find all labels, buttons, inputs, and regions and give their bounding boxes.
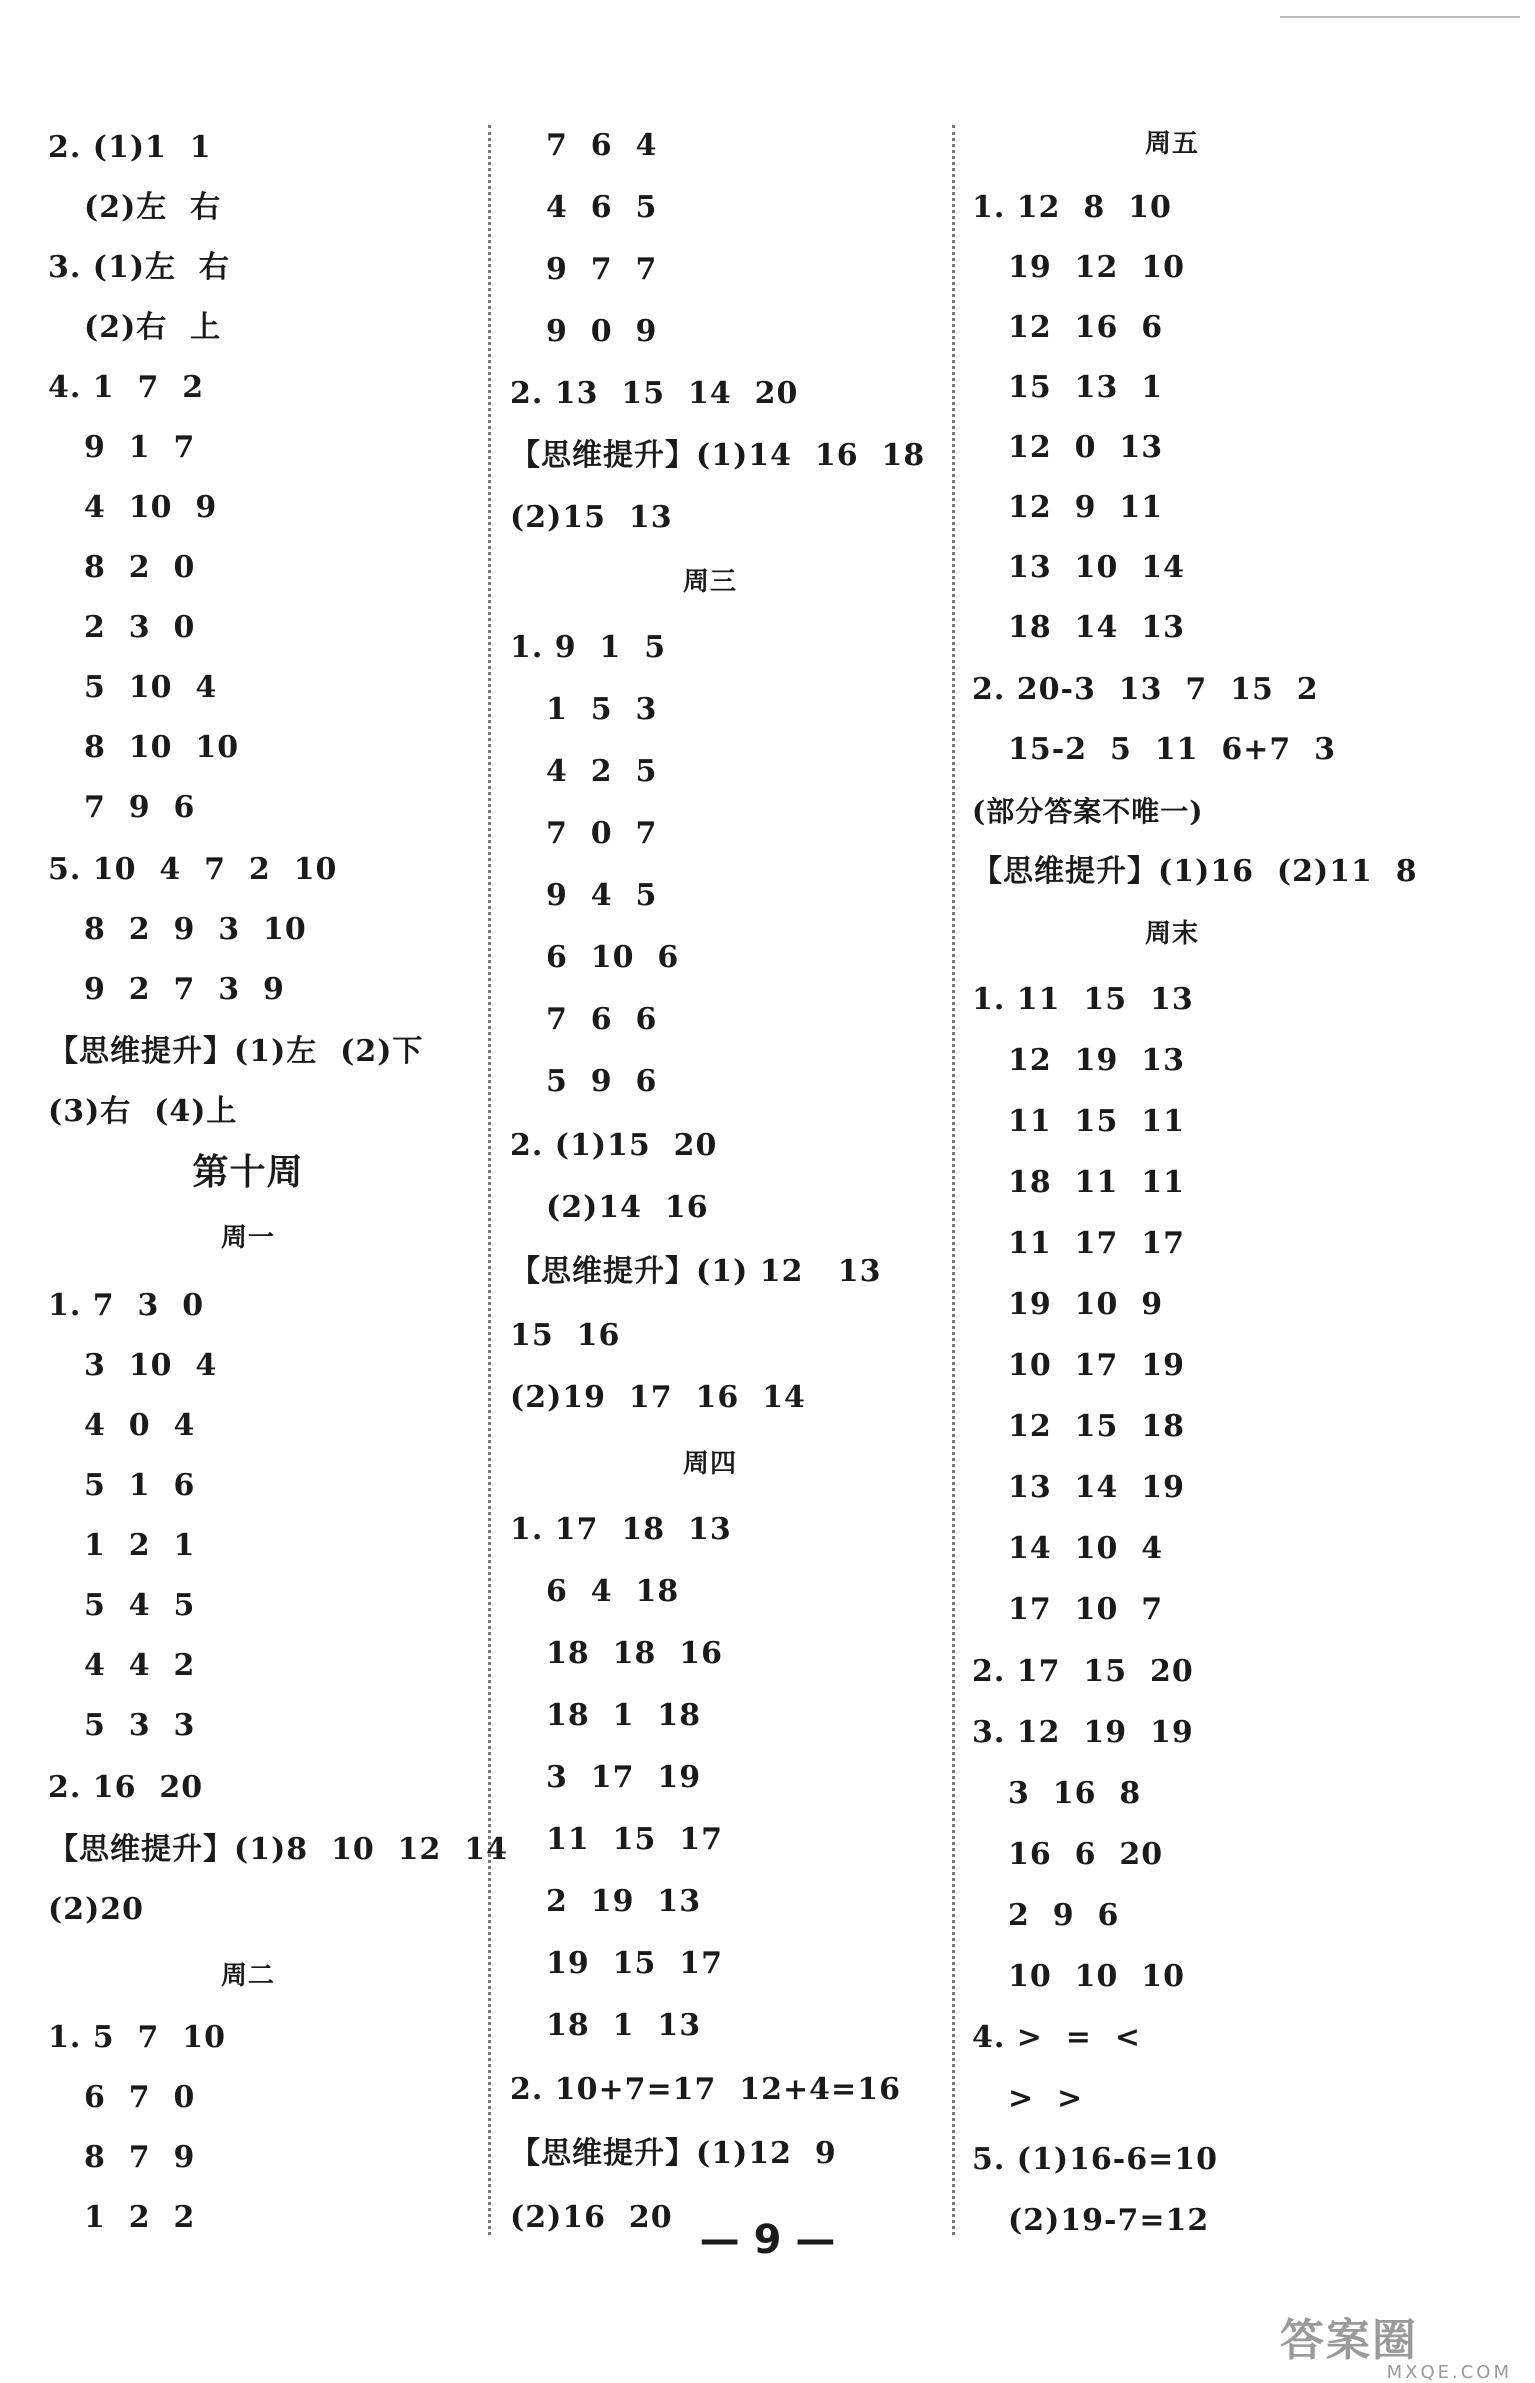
answer-line: 4 6 5	[546, 190, 658, 225]
answer-line: 2. 16 20	[48, 1770, 204, 1805]
day-heading: 周二	[220, 1961, 275, 1991]
answer-line: 9 0 9	[546, 314, 658, 349]
answer-line: (2)15 13	[510, 500, 673, 535]
answer-line: 2. 13 15 14 20	[510, 376, 799, 411]
answer-line: 2. (1)1 1	[48, 130, 212, 165]
answer-line: (2)19-7=12	[1008, 2203, 1210, 2238]
column-divider-right	[952, 125, 955, 2235]
answer-line: 15 16	[510, 1318, 621, 1353]
answer-line: 18 18 16	[546, 1636, 724, 1671]
answer-line: 4 0 4	[84, 1408, 196, 1443]
answer-note: (部分答案不唯一)	[972, 795, 1204, 828]
answer-line: 16 6 20	[1008, 1837, 1164, 1872]
answer-line: 4. > = <	[972, 2020, 1141, 2055]
answer-line: (2)左 右	[84, 190, 222, 225]
day-heading: 周三	[682, 567, 737, 597]
answer-line: 3 10 4	[84, 1348, 218, 1383]
answer-line: 7 6 4	[546, 128, 658, 163]
answer-line: 9 7 7	[546, 252, 658, 287]
answer-line: 4 2 5	[546, 754, 658, 789]
answer-line: 18 11 11	[1008, 1165, 1186, 1200]
answer-line: 10 10 10	[1008, 1959, 1186, 1994]
answer-line: 13 14 19	[1008, 1470, 1186, 1505]
answer-line: 8 7 9	[84, 2140, 196, 2175]
answer-line: 7 9 6	[84, 790, 196, 825]
answer-line: 3 17 19	[546, 1760, 702, 1795]
thinking-improvement-line: 【思维提升】(1) 12 13	[510, 1254, 882, 1289]
answer-line: 14 10 4	[1008, 1531, 1164, 1566]
answer-line: 18 1 18	[546, 1698, 702, 1733]
answer-line: 8 2 0	[84, 550, 196, 585]
answer-line: 8 10 10	[84, 730, 240, 765]
answer-line: 11 15 11	[1008, 1104, 1186, 1139]
answer-line: 9 1 7	[84, 430, 196, 465]
answer-line: 5. 10 4 7 2 10	[48, 852, 338, 887]
answer-line: 8 2 9 3 10	[84, 912, 307, 947]
answer-line: 18 1 13	[546, 2008, 702, 2043]
answer-line: 5. (1)16-6=10	[972, 2142, 1218, 2177]
answer-line: 1. 17 18 13	[510, 1512, 732, 1547]
top-rule	[1280, 16, 1520, 18]
answer-line: 12 16 6	[1008, 310, 1164, 345]
day-heading: 周五	[1144, 129, 1199, 159]
answer-line: 4. 1 7 2	[48, 370, 205, 405]
day-heading: 周一	[220, 1223, 275, 1253]
answer-line: 12 19 13	[1008, 1043, 1186, 1078]
day-heading: 周末	[1144, 919, 1199, 949]
answer-line: 19 15 17	[546, 1946, 724, 1981]
answer-line: 9 4 5	[546, 878, 658, 913]
answer-line: 5 9 6	[546, 1064, 658, 1099]
answer-line: 10 17 19	[1008, 1348, 1186, 1383]
answer-line: 7 0 7	[546, 816, 658, 851]
answer-line: 1. 9 1 5	[510, 630, 667, 665]
answer-line: 18 14 13	[1008, 610, 1186, 645]
answer-line: (2)14 16	[546, 1190, 709, 1225]
answer-line: (2)20	[48, 1892, 145, 1927]
page-number: — 9 —	[699, 2217, 836, 2263]
answer-line: 6 10 6	[546, 940, 680, 975]
answer-line: 6 4 18	[546, 1574, 680, 1609]
answer-line: (2)右 上	[84, 310, 222, 345]
answer-line: 1. 11 15 13	[972, 982, 1194, 1017]
answer-line: 12 15 18	[1008, 1409, 1186, 1444]
answer-line: 6 7 0	[84, 2080, 196, 2115]
answer-line: 5 10 4	[84, 670, 218, 705]
answer-line: > >	[1008, 2081, 1084, 2116]
answer-line: 7 6 6	[546, 1002, 658, 1037]
answer-line: 2. (1)15 20	[510, 1128, 718, 1163]
thinking-improvement-line: 【思维提升】(1)14 16 18	[510, 438, 926, 473]
answer-line: 1 5 3	[546, 692, 658, 727]
answer-line: 19 10 9	[1008, 1287, 1164, 1322]
answer-line: 5 4 5	[84, 1588, 196, 1623]
answer-line: (2)16 20	[510, 2200, 673, 2235]
answer-line: 19 12 10	[1008, 250, 1186, 285]
answer-line: 4 10 9	[84, 490, 218, 525]
answer-line: 2 19 13	[546, 1884, 702, 1919]
answer-line: 2. 20-3 13 7 15 2	[972, 672, 1319, 707]
thinking-improvement-line: 【思维提升】(1)16 (2)11 8	[972, 854, 1418, 889]
answer-line: 2 3 0	[84, 610, 196, 645]
answer-line: 2. 10+7=17 12+4=16	[510, 2072, 901, 2107]
answer-line: 1. 12 8 10	[972, 190, 1172, 225]
answer-line: (3)右 (4)上	[48, 1094, 238, 1129]
answer-line: 2. 17 15 20	[972, 1654, 1194, 1689]
answer-line: 1 2 2	[84, 2200, 196, 2235]
answer-line: 17 10 7	[1008, 1592, 1164, 1627]
answer-line: 13 10 14	[1008, 550, 1186, 585]
answer-line: 5 3 3	[84, 1708, 196, 1743]
answer-line: 15-2 5 11 6+7 3	[1008, 732, 1337, 767]
answer-line: 9 2 7 3 9	[84, 972, 285, 1007]
thinking-improvement-line: 【思维提升】(1)左 (2)下	[48, 1034, 424, 1069]
watermark-logo-text: 答案圈	[1280, 2315, 1418, 2366]
week-heading: 第十周	[192, 1151, 304, 1193]
answer-line: 2 9 6	[1008, 1898, 1120, 1933]
answer-line: 1. 7 3 0	[48, 1288, 205, 1323]
answer-line: 1. 5 7 10	[48, 2020, 227, 2055]
answer-line: 5 1 6	[84, 1468, 196, 1503]
answer-line: 4 4 2	[84, 1648, 196, 1683]
answer-line: 12 9 11	[1008, 490, 1164, 525]
answer-line: 11 15 17	[546, 1822, 724, 1857]
answer-line: 3. (1)左 右	[48, 250, 230, 285]
watermark-url: MXQE.COM	[1386, 2362, 1512, 2383]
thinking-improvement-line: 【思维提升】(1)8 10 12 14	[48, 1832, 509, 1867]
answer-line: 11 17 17	[1008, 1226, 1186, 1261]
answer-line: 12 0 13	[1008, 430, 1164, 465]
answer-line: 3. 12 19 19	[972, 1715, 1194, 1750]
answer-line: 3 16 8	[1008, 1776, 1142, 1811]
answer-line: 15 13 1	[1008, 370, 1164, 405]
thinking-improvement-line: 【思维提升】(1)12 9	[510, 2136, 837, 2171]
site-watermark	[1280, 2315, 1530, 2383]
answer-line: (2)19 17 16 14	[510, 1380, 806, 1415]
column-divider-left	[488, 125, 491, 2235]
day-heading: 周四	[682, 1449, 737, 1479]
answer-line: 1 2 1	[84, 1528, 196, 1563]
